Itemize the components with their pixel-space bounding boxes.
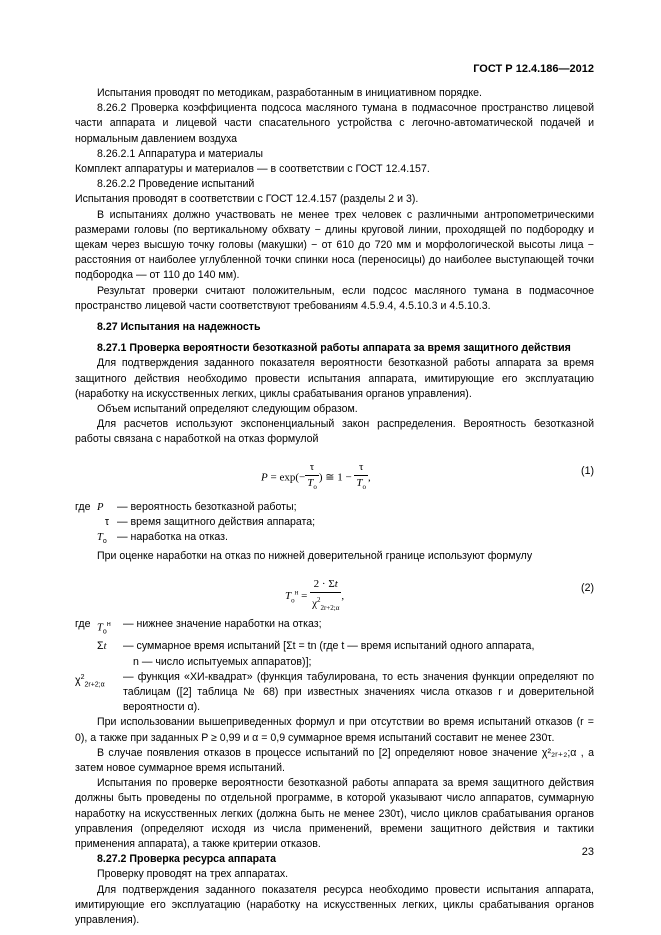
- paragraph: В случае появления отказов в процессе испытаний по [2] определяют новое значение χ²₂ᵣ₊₂;α , а затем новое суммарное время испытаний.: [75, 746, 594, 775]
- formula-number: (2): [581, 581, 594, 594]
- document-body: [75, 86, 594, 928]
- paragraph: Испытания проводят по методикам, разработанным в инициативном порядке.: [97, 87, 482, 99]
- paragraph: 8.26.2.2 Проведение испытаний: [97, 178, 255, 191]
- subsection-heading: 8.27.2 Проверка ресурса аппарата: [97, 853, 277, 866]
- section-heading: 8.27 Испытания на надежность: [97, 321, 261, 334]
- paragraph: Для расчетов используют экспоненциальный закон распределения. Вероятность безотказной работы связана с наработкой на отказ формулой: [75, 418, 594, 446]
- formula-number: (1): [581, 464, 594, 477]
- paragraph: Комплект аппаратуры и материалов — в соответствии с ГОСТ 12.4.157.: [75, 163, 430, 176]
- formula-2: [75, 569, 594, 613]
- paragraph: 8.26.2.1 Аппаратура и материалы: [97, 147, 264, 160]
- paragraph: При использовании вышеприведенных формул и при отсутствии во время испытаний отказов (r = 0), а также при заданных P ≥ 0,99 и α = 0,9 суммарное время испытаний составит не менее 230τ.: [75, 716, 594, 744]
- definition: — суммарное время испытаний [Σt = tn (где t — время испытаний одного аппарата,: [123, 640, 535, 653]
- paragraph: В испытаниях должно участвовать не менее трех человек с различными антропометрическими размерами головы (по вертикальному обхвату − длины круговой линии, проходящей по подбородку и щекам через высшую точку головы (макушки) − от 610 до 720 мм и морфологической высоты лица − расстояния от наиболее углубленной точки спинки носа (переносицы) до наиболее выступающей точки подбородка — от 110 до 140 мм).: [75, 208, 594, 282]
- formula-expression: $T_o^н$ = $\frac{2 \cdot \Sigma t}{\chi^2_{2r+2;\alpha}}$ ,: [285, 577, 345, 612]
- paragraph: Испытания проводят в соответствии с ГОСТ 12.4.157 (разделы 2 и 3).: [75, 193, 419, 206]
- definition: — наработка на отказ.: [117, 531, 228, 544]
- paragraph: Испытания по проверке вероятности безотказной работы аппарата за время защитного действия должны быть проведены по отдельной программе, в которой указывают число аппаратов, суммарную наработку на искусственных легких (должна быть не менее 230τ), число циклов срабатывания органов управления (определяют исходя из числа применений, времени защитного действия и тактики применения аппарата), а также критерии отказов.: [75, 777, 594, 851]
- paragraph: 8.26.2 Проверка коэффициента подсоса масляного тумана в подмасочное пространство лицевой части аппарата и лицевой части спасательного устройства с легочно-автоматической подачей и нормальным давлением воздуха: [75, 102, 594, 145]
- paragraph: Результат проверки считают положительным, если подсос масляного тумана в подмасочное пространство лицевой части соответствуют требованиям 4.5.9.4, 4.5.10.3 и 4.5.10.3.: [75, 284, 594, 312]
- where-label: где: [75, 500, 91, 513]
- paragraph: Проверку проводят на трех аппаратах.: [97, 868, 289, 881]
- paragraph: Для подтверждения заданного показателя вероятности безотказной работы аппарата за время защитного действия необходимо провести испытания аппарата, имитирующие его эксплуатацию (наработку на искусственных легких, циклы срабатывания органов управления).: [75, 357, 594, 400]
- paragraph: Для подтверждения заданного показателя ресурса необходимо провести испытания аппарата, имитирующие его эксплуатацию (наработку на искусственных легких, циклы срабатывания органов управления).: [75, 883, 594, 927]
- paragraph: При оценке наработки на отказ по нижней доверительной границе используют формулу: [97, 550, 533, 563]
- definition: — нижнее значение наработки на отказ;: [123, 617, 322, 630]
- definition: — время защитного действия аппарата;: [117, 515, 316, 528]
- definition: — функция «ХИ-квадрат» (функция табулирована, то есть значения функции определяют по таблицам ([2] таблица № 68) при известных значениях числа отказов r и доверительной вероятности α).: [123, 670, 594, 714]
- definition: n — число испытуемых аппаратов)];: [133, 655, 312, 668]
- paragraph: Объем испытаний определяют следующим образом.: [97, 403, 358, 416]
- subsection-heading: 8.27.1 Проверка вероятности безотказной работы аппарата за время защитного действия: [97, 342, 571, 355]
- definitions-list: где $T_o^н$ — нижнее значение наработки на отказ; Σt — суммарное время испытаний [Σt = tn (где t — время испытаний одного аппарата, n — число испытуемых аппаратов)]; $\chi^2_{2r+2;\alpha}$ — функция «ХИ-квадрат» (функция табулирована, то есть значения функции определяют по таблицам ([2] таблица № 68) при известных значениях числа отказов r и доверительной вероятности α).: [75, 617, 594, 716]
- page-number: 23: [581, 846, 594, 858]
- formula-1: [75, 452, 594, 496]
- definitions-list: где P — вероятность безотказной работы; τ — время защитного действия аппарата; $T_o$ — наработка на отказ.: [75, 500, 315, 550]
- formula-expression: P = exp(− $\frac{\tau}{T_o}$ ) ≅ 1 − $\frac{\tau}{T_o}$ ,: [261, 460, 371, 492]
- definition: — вероятность безотказной работы;: [117, 500, 297, 513]
- document-code: ГОСТ Р 12.4.186—2012: [473, 63, 594, 75]
